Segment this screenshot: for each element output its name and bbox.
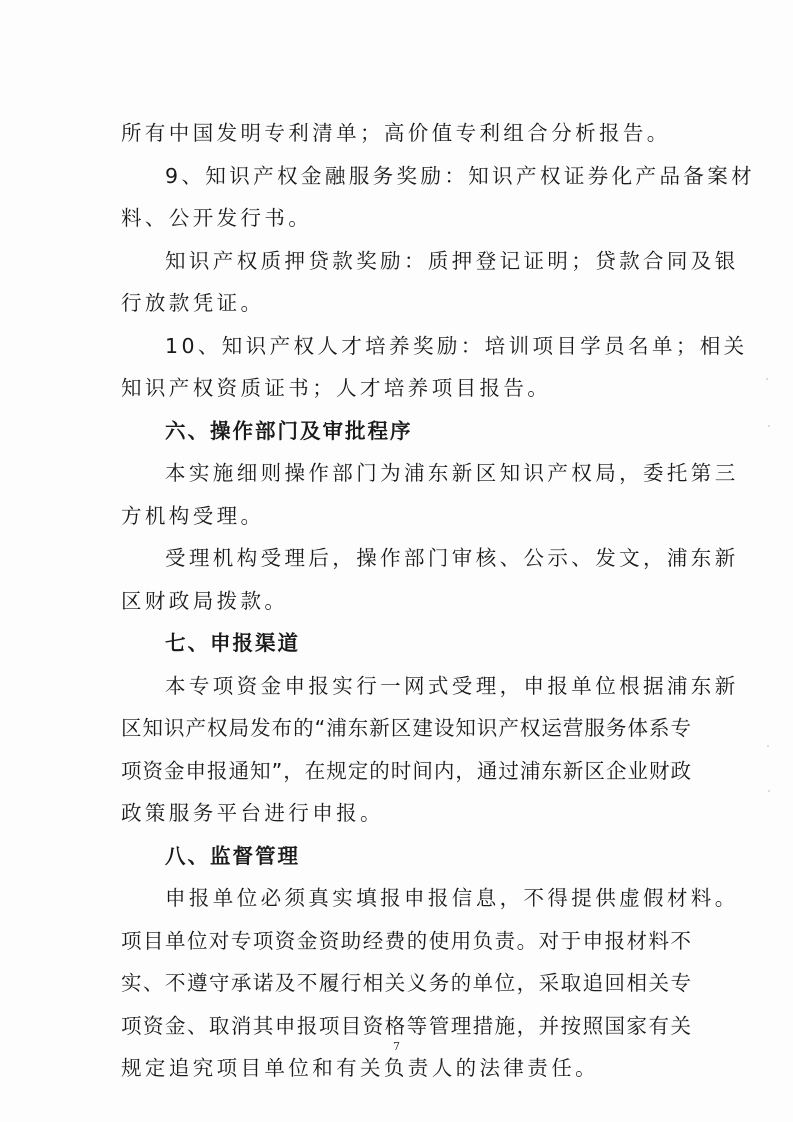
body-line: 项目单位对专项资金资助经费的使用负责。对于申报材料不	[121, 928, 691, 953]
body-line: 区知识产权局发布的“浦东新区建设知识产权运营服务体系专	[121, 716, 691, 740]
body-line: 项资金申报通知”，在规定的时间内，通过浦东新区企业财政	[121, 758, 691, 783]
body-line: 本实施细则操作部门为浦东新区知识产权局，委托第三	[165, 461, 739, 485]
body-line: 知识产权质押贷款奖励：质押登记证明；贷款合同及银	[165, 248, 739, 273]
scan-speck	[767, 745, 769, 747]
body-line: 知识产权资质证书；人才培养项目报告。	[121, 376, 552, 400]
body-line: 受理机构受理后，操作部门审核、公示、发文，浦东新	[165, 546, 739, 570]
body-line: 本专项资金申报实行一网式受理，申报单位根据浦东新	[165, 673, 739, 698]
body-line: 规定追究项目单位和有关负责人的法律责任。	[121, 1056, 599, 1080]
document-body	[121, 112, 756, 1090]
body-line: 方机构受理。	[121, 503, 265, 528]
body-line: 行放款凭证。	[121, 291, 265, 315]
section-heading-operation-dept: 六、操作部门及审批程序	[165, 418, 413, 443]
body-line: 实、不遵守承诺及不履行相关义务的单位，采取追回相关专	[121, 971, 691, 995]
body-line: 料、公开发行书。	[121, 206, 313, 230]
section-heading-channel: 七、申报渠道	[165, 631, 300, 655]
page-number: 7	[393, 1040, 400, 1053]
body-line: 所有中国发明专利清单；高价值专利组合分析报告。	[121, 121, 671, 145]
body-line: 区财政局拨款。	[121, 588, 289, 613]
body-line: 项资金、取消其申报项目资格等管理措施，并按照国家有关	[121, 1013, 691, 1038]
body-line: 政策服务平台进行申报。	[121, 801, 384, 825]
scan-speck	[766, 378, 768, 380]
list-item-10: 10、知识产权人才培养奖励：培训项目学员名单；相关	[165, 333, 748, 358]
list-item-9: 9、知识产权金融服务奖励：知识产权证券化产品备案材	[165, 163, 756, 188]
body-line: 申报单位必须真实填报申报信息，不得提供虚假材料。	[165, 886, 739, 910]
section-heading-supervision: 八、监督管理	[165, 843, 300, 868]
scan-speck	[768, 790, 770, 792]
scan-speck	[768, 425, 770, 427]
